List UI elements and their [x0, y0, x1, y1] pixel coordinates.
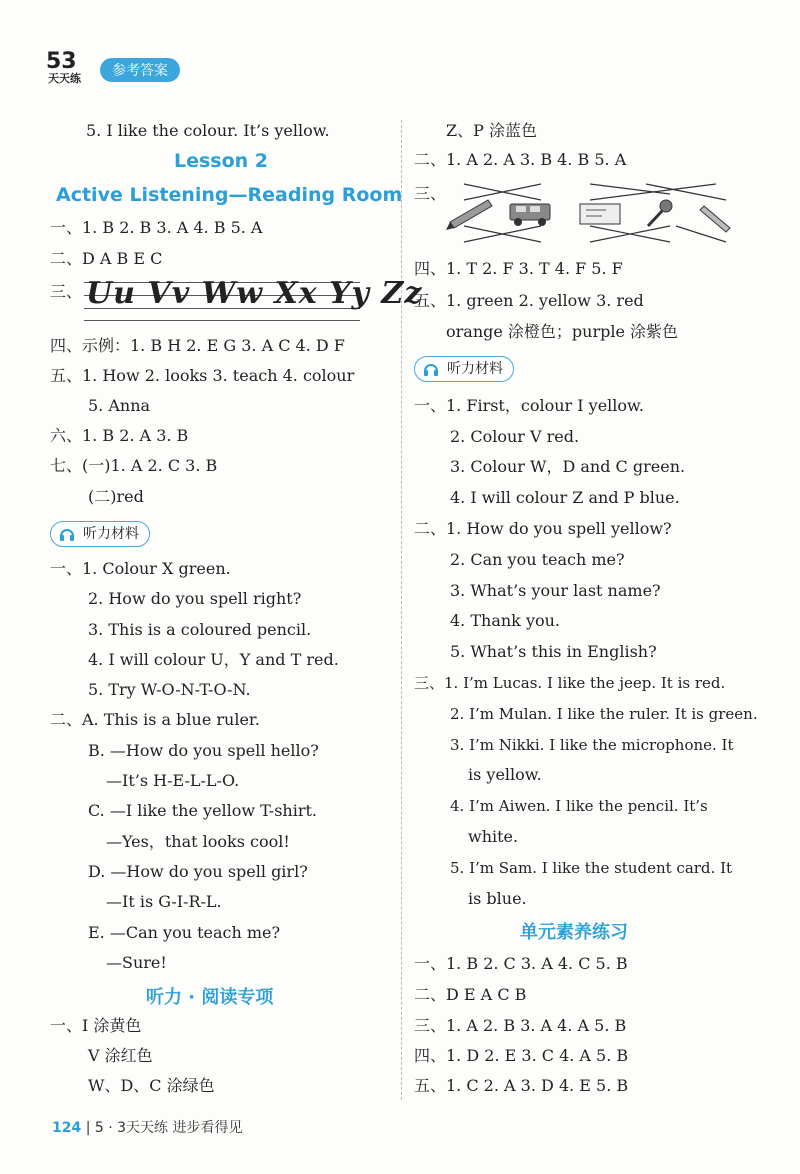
listening-material-label	[414, 356, 514, 382]
answer-line: 二、D A B E C	[50, 249, 163, 268]
transcript-line: D. —How do you spell girl?	[88, 862, 308, 881]
answer-line: 三、	[50, 282, 83, 301]
matching-diagram-right	[576, 178, 736, 248]
transcript-line: white.	[468, 827, 519, 846]
jeep-icon	[510, 204, 550, 226]
footer-text: | 5 · 3天天练 进步看得见	[85, 1120, 243, 1136]
answer-line: 一、1. B 2. C 3. A 4. C 5. B	[414, 954, 628, 973]
answer-line: 四、示例：1. B H 2. E G 3. A C 4. D F	[50, 336, 345, 355]
answer-line: (二)red	[88, 487, 144, 506]
transcript-line: 5. Try W-O-N-T-O-N.	[88, 680, 251, 699]
answer-line: orange 涂橙色；purple 涂紫色	[446, 322, 679, 341]
transcript-line: E. —Can you teach me?	[88, 923, 281, 942]
transcript-line: 2. I’m Mulan. I like the ruler. It is green.	[450, 705, 758, 723]
answer-line: 二、1. A 2. A 3. B 4. B 5. A	[414, 150, 627, 169]
transcript-line: 二、A. This is a blue ruler.	[50, 710, 260, 729]
answer-line: 一、1. B 2. B 3. A 4. B 5. A	[50, 218, 263, 237]
special-title: 听力 · 阅读专项	[146, 987, 274, 1008]
answer-line: 四、1. D 2. E 3. C 4. A 5. B	[414, 1046, 629, 1065]
transcript-line: 5. What’s this in English?	[450, 642, 657, 661]
transcript-line: 三、1. I’m Lucas. I like the jeep. It is red.	[414, 674, 726, 692]
listening-label-text: 听力材料	[83, 526, 139, 542]
transcript-line: is blue.	[468, 889, 527, 908]
listening-label-text: 听力材料	[447, 361, 503, 377]
svg-text:53: 53	[46, 49, 77, 74]
student-card-icon	[580, 204, 620, 224]
pencil-icon	[446, 200, 492, 230]
answer-line: 二、D E A C B	[414, 985, 527, 1004]
svg-text:天天练: 天天练	[48, 72, 81, 85]
answer-line: 六、1. B 2. A 3. B	[50, 426, 189, 445]
transcript-line: 4. I’m Aiwen. I like the pencil. It’s	[450, 797, 708, 815]
page-footer	[52, 1117, 242, 1137]
transcript-line: 3. This is a coloured pencil.	[88, 620, 312, 639]
ruler-icon	[700, 206, 730, 232]
answer-line: 三、1. A 2. B 3. A 4. A 5. B	[414, 1016, 627, 1035]
transcript-line: —Sure!	[106, 953, 167, 972]
section-title: Active Listening—Reading Room	[56, 184, 403, 206]
answer-line: 5. Anna	[88, 396, 151, 415]
transcript-line: 2. Colour V red.	[450, 427, 580, 446]
brand-logo	[44, 46, 102, 86]
transcript-line: 4. I will colour Z and P blue.	[450, 488, 680, 507]
answer-line: 一、I 涂黄色	[50, 1016, 142, 1035]
transcript-line: 2. Can you teach me?	[450, 550, 625, 569]
page-number: 124	[52, 1120, 82, 1136]
answer-line: 七、(一)1. A 2. C 3. B	[50, 456, 218, 475]
cursive-letters: Uu Vv Ww Xx Yy Zz	[86, 276, 423, 311]
transcript-line: 3. I’m Nikki. I like the microphone. It	[450, 736, 734, 754]
transcript-line: B. —How do you spell hello?	[88, 741, 319, 760]
listening-material-label	[50, 521, 150, 547]
transcript-line: —It’s H-E-L-L-O.	[106, 771, 240, 790]
answer-line: Z、P 涂蓝色	[446, 121, 537, 140]
transcript-line: 一、1. Colour X green.	[50, 559, 231, 578]
answer-line: V 涂红色	[88, 1046, 153, 1065]
transcript-line: —It is G-I-R-L.	[106, 892, 222, 911]
unit-practice-title: 单元素养练习	[520, 922, 628, 943]
headphones-icon	[423, 361, 439, 377]
handwriting-lines	[84, 276, 423, 322]
answer-line: 四、1. T 2. F 3. T 4. F 5. F	[414, 259, 623, 278]
transcript-line: 5. I’m Sam. I like the student card. It	[450, 859, 733, 877]
transcript-line: —Yes，that looks cool!	[106, 832, 290, 851]
transcript-line: C. —I like the yellow T-shirt.	[88, 801, 317, 820]
transcript-line: 二、1. How do you spell yellow?	[414, 519, 672, 538]
transcript-line: 4. I will colour U，Y and T red.	[88, 650, 339, 669]
left-line: 5. I like the colour. It’s yellow.	[86, 121, 330, 140]
answer-line: 五、1. How 2. looks 3. teach 4. colour	[50, 366, 355, 385]
answer-line: 五、1. C 2. A 3. D 4. E 5. B	[414, 1076, 629, 1095]
transcript-line: is yellow.	[468, 765, 542, 784]
microphone-icon	[648, 200, 672, 226]
answer-line: 五、1. green 2. yellow 3. red	[414, 291, 644, 310]
headphones-icon	[59, 526, 75, 542]
transcript-line: 2. How do you spell right?	[88, 589, 302, 608]
lesson-title: Lesson 2	[174, 150, 269, 172]
transcript-line: 3. Colour W，D and C green.	[450, 457, 686, 476]
transcript-line: 4. Thank you.	[450, 611, 561, 630]
answer-key-badge: 参考答案	[100, 58, 180, 82]
matching-diagram-left	[446, 178, 556, 248]
transcript-line: 3. What’s your last name?	[450, 581, 661, 600]
column-divider	[401, 120, 402, 1100]
transcript-line: 一、1. First，colour I yellow.	[414, 396, 644, 415]
answer-line: W、D、C 涂绿色	[88, 1076, 215, 1095]
answer-line: 三、	[414, 184, 447, 203]
